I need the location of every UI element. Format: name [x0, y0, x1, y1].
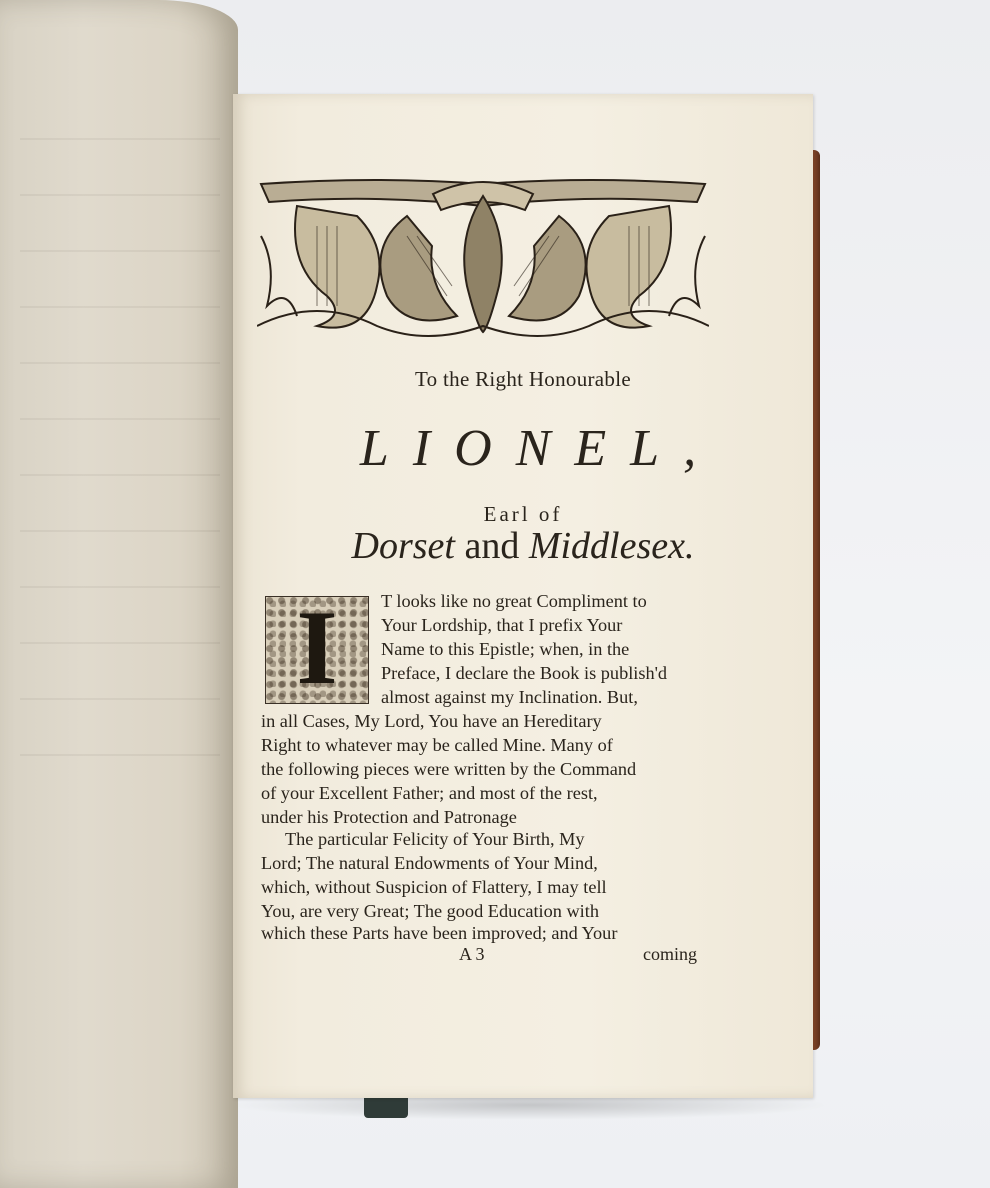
body-line: almost against my Inclination. But, — [381, 687, 638, 707]
drop-cap-letter: I — [296, 589, 338, 706]
recto-page — [233, 94, 813, 1098]
drop-cap-initial — [265, 589, 369, 706]
dedicatee-name: LIONEL, — [359, 420, 721, 477]
body-line: Name to this Epistle; when, in the — [381, 639, 630, 659]
bleed-through-text — [20, 110, 220, 810]
body-line: T looks like no great Compliment to — [381, 591, 647, 611]
body-line: Lord; The natural Endowments of Your Mind, — [261, 853, 598, 873]
body-line: Right to whatever may be called Mine. Many of — [261, 735, 613, 755]
title-and: and — [454, 525, 529, 567]
body-line: under his Protection and Patronage — [261, 807, 517, 827]
body-line: You, are very Great; The good Education with — [261, 901, 599, 921]
body-line: Preface, I declare the Book is publish'd — [381, 663, 668, 683]
title-dorset: Dorset — [351, 525, 455, 567]
signature-mark: A 3 — [459, 944, 485, 964]
title-line — [233, 524, 813, 568]
left-page — [0, 0, 238, 1188]
body-line: in all Cases, My Lord, You have an Hereditary — [261, 711, 602, 731]
body-line: the following pieces were written by the Command — [261, 759, 637, 779]
earl-line: Earl of — [483, 502, 563, 526]
dedication-to-line: To the Right Honourable — [415, 367, 631, 391]
body-line: of your Excellent Father; and most of the rest, — [261, 783, 598, 803]
body-line: which, without Suspicion of Flattery, I may tell — [261, 877, 607, 897]
body-line: which these Parts have been improved; and Your — [261, 923, 618, 943]
title-middlesex: Middlesex. — [528, 525, 695, 567]
body-line: The particular Felicity of Your Birth, My — [285, 829, 585, 849]
catchword: coming — [643, 944, 697, 964]
body-line: Your Lordship, that I prefix Your — [381, 615, 623, 635]
ornamental-headpiece — [257, 176, 709, 338]
